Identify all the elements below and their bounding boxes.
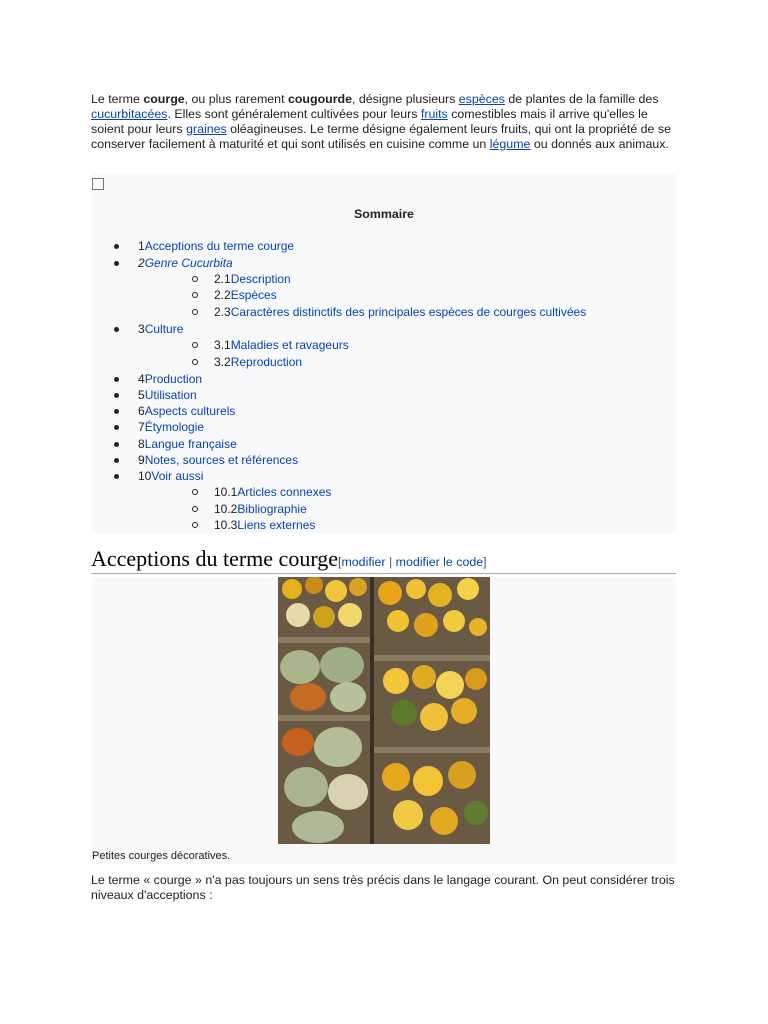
intro-text: . Elles sont généralement cultivées pour leurs — [167, 107, 421, 121]
toc-item-2[interactable] — [114, 255, 233, 271]
toc-number: 8 — [138, 437, 145, 451]
toc-number: 6 — [138, 404, 145, 418]
toc-link[interactable]: Articles connexes — [237, 485, 332, 499]
toc-link[interactable]: Utilisation — [144, 388, 197, 402]
toc-link[interactable]: Acceptions du terme courge — [144, 239, 295, 253]
toc-item-3-1[interactable] — [192, 337, 349, 353]
intro-paragraph — [91, 92, 677, 152]
toc-number: 10.1 — [214, 485, 238, 499]
bullet-icon — [114, 261, 119, 266]
circle-bullet-icon — [192, 342, 198, 348]
link-legume[interactable]: légume — [489, 137, 531, 151]
intro-text: de plantes de la famille des — [504, 92, 659, 106]
toc-number: 2.3 — [214, 305, 231, 319]
toc-item-5[interactable] — [114, 387, 197, 403]
toc-toggle-checkbox[interactable] — [92, 178, 104, 190]
link-cucurbitacees[interactable]: cucurbitacées — [91, 107, 168, 121]
intro-text: oléagineuses. Le terme désigne également leurs fruits, qui ont la propriété de se conserver facilement à maturité et qui sont utilisés en cuisine comme un — [91, 122, 671, 151]
toc-number: 3.1 — [214, 338, 231, 352]
circle-bullet-icon — [192, 522, 198, 528]
toc-item-10[interactable] — [114, 468, 203, 484]
intro-text: ou donnés aux animaux. — [530, 137, 669, 151]
toc-link[interactable]: Espèces — [230, 288, 277, 302]
bullet-icon — [114, 425, 119, 430]
toc-number: 2.2 — [214, 288, 231, 302]
toc-item-9[interactable] — [114, 452, 298, 468]
toc-link[interactable]: Étymologie — [144, 420, 205, 434]
circle-bullet-icon — [192, 309, 198, 315]
toc-item-8[interactable] — [114, 436, 237, 452]
term-courge: courge — [143, 92, 185, 106]
toc-number: 9 — [138, 453, 145, 467]
toc-number: 7 — [138, 420, 145, 434]
figure — [92, 577, 676, 864]
toc-number: 10.2 — [214, 502, 238, 516]
toc-item-10-3[interactable] — [192, 517, 315, 533]
toc-item-6[interactable] — [114, 403, 235, 419]
bullet-icon — [114, 474, 119, 479]
toc-link[interactable]: Bibliographie — [237, 502, 307, 516]
figure-caption: Petites courges décoratives. — [92, 850, 231, 862]
paragraph-acceptions: Le terme « courge » n'a pas toujours un sens très précis dans le langage courant. On peut considérer trois niveaux d'acceptions : — [91, 873, 675, 902]
toc-item-7[interactable] — [114, 419, 204, 435]
toc-item-2-1[interactable] — [192, 271, 291, 287]
toc-link[interactable]: Description — [230, 272, 291, 286]
toc-link[interactable]: Langue française — [144, 437, 237, 451]
toc-item-10-1[interactable] — [192, 484, 331, 500]
toc-link[interactable]: Maladies et ravageurs — [230, 338, 349, 352]
toc-item-2-2[interactable] — [192, 287, 277, 303]
toc-link[interactable]: Aspects culturels — [144, 404, 236, 418]
table-of-contents — [92, 174, 676, 533]
toc-number: 1 — [138, 239, 145, 253]
edit-link[interactable]: modifier — [341, 555, 386, 569]
toc-link[interactable]: Genre Cucurbita — [144, 256, 233, 270]
bullet-icon — [114, 409, 119, 414]
separator: | — [385, 555, 396, 569]
bracket: [ — [338, 555, 342, 569]
toc-item-1[interactable] — [114, 238, 294, 254]
toc-number: 3 — [138, 322, 145, 336]
intro-text: , désigne plusieurs — [352, 92, 459, 106]
squash-photo[interactable] — [278, 577, 490, 844]
intro-text: , ou plus rarement — [184, 92, 288, 106]
link-fruits[interactable]: fruits — [420, 107, 448, 121]
term-cougourde: cougourde — [287, 92, 352, 106]
toc-number: 10.3 — [214, 518, 238, 532]
link-graines[interactable]: graines — [186, 122, 227, 136]
circle-bullet-icon — [192, 359, 198, 365]
toc-link[interactable]: Culture — [144, 322, 184, 336]
bullet-icon — [114, 442, 119, 447]
toc-link[interactable]: Voir aussi — [151, 469, 204, 483]
section-heading — [91, 546, 676, 574]
circle-bullet-icon — [192, 506, 198, 512]
toc-link[interactable]: Production — [144, 372, 203, 386]
circle-bullet-icon — [192, 276, 198, 282]
intro-text: comestibles mais il arrive qu'elles le soient pour leurs — [91, 107, 648, 136]
toc-link[interactable]: Caractères distinctifs des principales espèces de courges cultivées — [230, 305, 587, 319]
bullet-icon — [114, 393, 119, 398]
toc-number: 10 — [138, 469, 152, 483]
toc-title: Sommaire — [354, 207, 414, 221]
toc-item-3-2[interactable] — [192, 354, 302, 370]
bullet-icon — [114, 458, 119, 463]
circle-bullet-icon — [192, 292, 198, 298]
toc-link[interactable]: Reproduction — [230, 355, 303, 369]
toc-link[interactable]: Notes, sources et références — [144, 453, 299, 467]
bracket: ] — [483, 555, 487, 569]
toc-item-3[interactable] — [114, 321, 183, 337]
toc-link[interactable]: Liens externes — [237, 518, 316, 532]
edit-code-link[interactable]: modifier le code — [395, 555, 484, 569]
section-title: Acceptions du terme courge — [91, 546, 339, 571]
toc-item-4[interactable] — [114, 371, 202, 387]
toc-number: 3.2 — [214, 355, 231, 369]
bullet-icon — [114, 327, 119, 332]
toc-number: 5 — [138, 388, 145, 402]
toc-number: 2 — [138, 256, 145, 270]
bullet-icon — [114, 377, 119, 382]
link-especes[interactable]: espèces — [458, 92, 505, 106]
toc-item-10-2[interactable] — [192, 501, 307, 517]
edit-links — [338, 555, 487, 569]
circle-bullet-icon — [192, 489, 198, 495]
squash-photo-illustration — [278, 577, 490, 844]
toc-number: 4 — [138, 372, 145, 386]
toc-item-2-3[interactable] — [192, 304, 586, 320]
bullet-icon — [114, 244, 119, 249]
intro-text: Le terme — [91, 92, 144, 106]
toc-number: 2.1 — [214, 272, 231, 286]
